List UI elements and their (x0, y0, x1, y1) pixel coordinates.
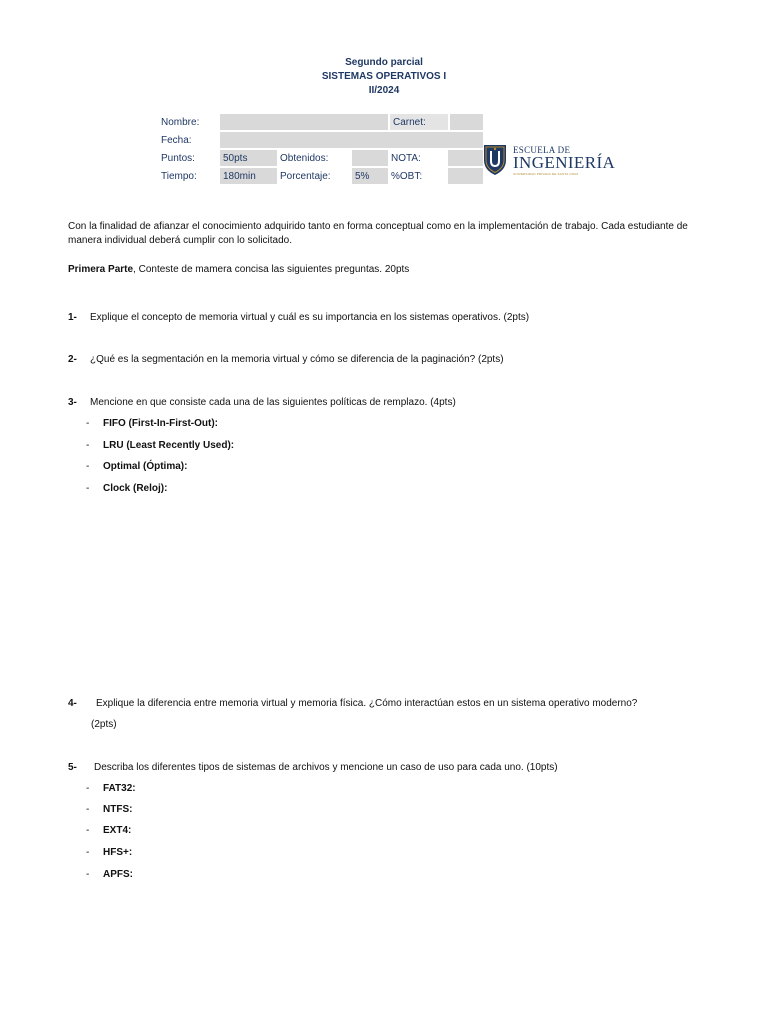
item-label: HFS+: (103, 847, 133, 858)
logo-line3: UNIVERSIDAD PRIVADA DE SANTA CRUZ (513, 172, 579, 176)
item-label: APFS: (103, 869, 133, 880)
item-label: LRU (Least Recently Used): (103, 440, 235, 451)
question-2 (68, 353, 688, 367)
question-text: Mencione en que consiste cada una de las siguientes políticas de remplazo. (4pts) (90, 397, 456, 408)
list-item (86, 439, 234, 453)
item-label: EXT4: (103, 825, 132, 836)
intro-paragraph: Con la finalidad de afianzar el conocimiento adquirido tanto en forma conceptual como en la implementación de trabajo. Cada estudiante de manera individual deberá cumplir con lo solicitado. (68, 221, 688, 246)
item-label: FIFO (First-In-First-Out): (103, 418, 218, 429)
obt-field[interactable] (448, 168, 483, 184)
logo-line1: ESCUELA DE (513, 145, 571, 155)
bullet-dash: - (86, 440, 90, 451)
school-logo (482, 142, 616, 178)
question-number: 1- (68, 312, 77, 323)
bullet-dash: - (86, 418, 90, 429)
exam-header (0, 56, 768, 98)
list-item (86, 417, 218, 431)
bullet-dash: - (86, 483, 90, 494)
list-item (86, 868, 133, 882)
question-1 (68, 311, 688, 325)
question-text: Explique la diferencia entre memoria virtual y memoria física. ¿Cómo interactúan estos en un sistema operativo moderno? (96, 698, 638, 709)
question-text: Describa los diferentes tipos de sistemas de archivos y mencione un caso de uso para cada uno. (10pts) (94, 762, 558, 773)
question-number: 4- (68, 698, 77, 709)
list-item (86, 846, 132, 860)
fecha-label: Fecha: (161, 134, 192, 146)
porcentaje-value: 5% (352, 168, 388, 184)
obt-label: %OBT: (391, 170, 423, 182)
question-number: 3- (68, 397, 77, 408)
item-label: NTFS: (103, 804, 133, 815)
question-5 (68, 761, 688, 775)
carnet-label: Carnet: (388, 114, 448, 130)
question-4-points: (2pts) (91, 719, 117, 730)
term: II/2024 (368, 85, 400, 96)
part-heading (68, 263, 688, 277)
item-label: FAT32: (103, 783, 136, 794)
item-label: Clock (Reloj): (103, 483, 168, 494)
puntos-label: Puntos: (161, 152, 195, 164)
porcentaje-label: Porcentaje: (280, 170, 331, 182)
obtenidos-label: Obtenidos: (280, 152, 329, 164)
bullet-dash: - (86, 783, 90, 794)
part-title: Primera Parte (68, 264, 134, 275)
nombre-label: Nombre: (161, 116, 200, 128)
exam-title: Segundo parcial (345, 57, 423, 68)
puntos-value: 50pts (220, 150, 277, 166)
bullet-dash: - (86, 825, 90, 836)
item-label: Optimal (Óptima): (103, 461, 188, 472)
question-number: 2- (68, 354, 77, 365)
question-number: 5- (68, 762, 77, 773)
list-item (86, 782, 136, 796)
bullet-dash: - (86, 869, 90, 880)
info-row-puntos (158, 150, 483, 166)
nombre-field[interactable] (220, 114, 388, 130)
nota-label: NOTA: (391, 152, 421, 164)
student-info-table (158, 112, 483, 186)
bullet-dash: - (86, 804, 90, 815)
part-text: , Conteste de mamera concisa las siguientes preguntas. 20pts (133, 264, 410, 275)
list-item (86, 803, 132, 817)
info-row-nombre (158, 114, 483, 130)
bullet-dash: - (86, 847, 90, 858)
fecha-field[interactable] (220, 132, 483, 148)
list-item (86, 824, 131, 838)
list-item (86, 482, 167, 496)
carnet-field[interactable] (448, 114, 483, 130)
question-3 (68, 396, 688, 410)
obtenidos-field[interactable] (352, 150, 388, 166)
nota-field[interactable] (448, 150, 483, 166)
shield-icon (482, 142, 508, 176)
tiempo-label: Tiempo: (161, 170, 197, 182)
info-row-fecha (158, 132, 483, 148)
question-text: ¿Qué es la segmentación en la memoria virtual y cómo se diferencia de la paginación? (2pts) (90, 354, 504, 365)
info-row-tiempo (158, 168, 483, 184)
question-text: Explique el concepto de memoria virtual y cuál es su importancia en los sistemas operativos. (2pts) (90, 312, 530, 323)
logo-line2: INGENIERÍA (513, 153, 616, 172)
bullet-dash: - (86, 461, 90, 472)
list-item (86, 460, 187, 474)
course-name: SISTEMAS OPERATIVOS I (321, 71, 447, 82)
question-4 (68, 697, 688, 711)
tiempo-value: 180min (220, 168, 277, 184)
